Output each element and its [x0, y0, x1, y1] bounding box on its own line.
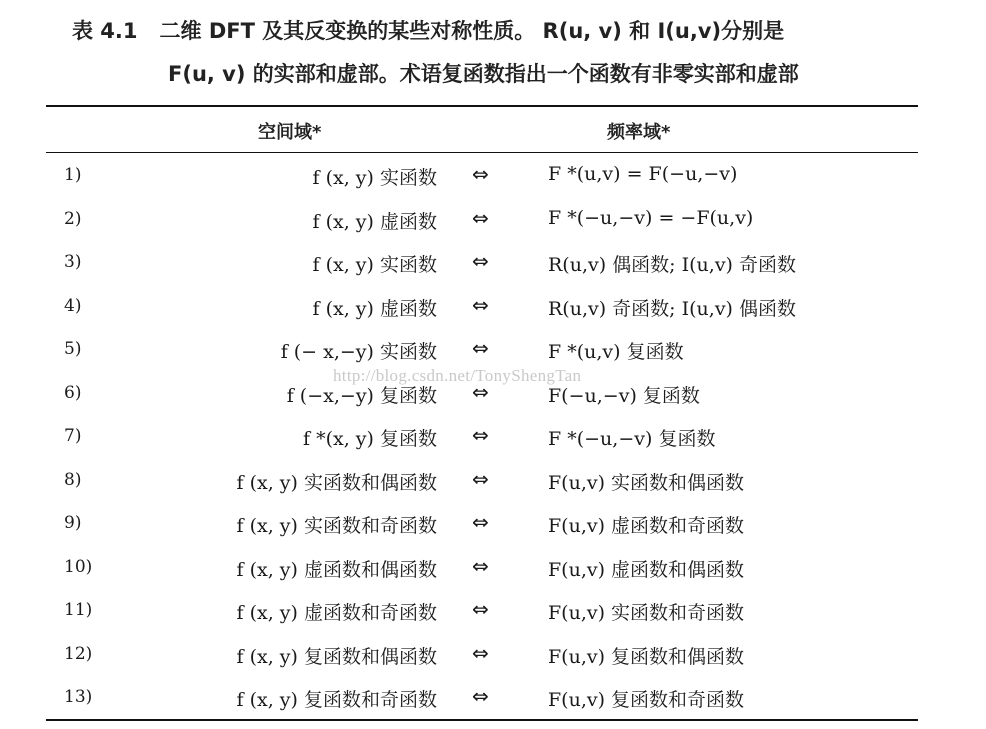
- equivalence-arrow: ⇔: [472, 510, 489, 534]
- watermark: http://blog.csdn.net/TonyShengTan: [333, 366, 582, 385]
- frequency-domain-cell: F(u,v) 实函数和奇函数: [548, 602, 745, 624]
- row-number: 11): [64, 600, 93, 620]
- spatial-domain-cell: f *(x, y) 复函数: [303, 428, 437, 450]
- row-number: 5): [64, 339, 82, 359]
- equivalence-arrow: ⇔: [472, 423, 489, 447]
- spatial-domain-cell: f (x, y) 虚函数: [312, 297, 437, 320]
- spatial-domain-cell: f (x, y) 实函数和偶函数: [236, 471, 437, 494]
- row-number: 3): [64, 252, 82, 272]
- frequency-domain-cell: F(u,v) 复函数和偶函数: [548, 645, 745, 668]
- frequency-domain-cell: F(u,v) 虚函数和偶函数: [548, 558, 745, 581]
- equivalence-arrow: ⇔: [472, 466, 489, 491]
- header-spatial-domain: 空间域*: [258, 122, 322, 143]
- equivalence-arrow: ⇔: [472, 640, 489, 665]
- row-number: 10): [64, 556, 93, 577]
- row-number: 13): [64, 687, 93, 707]
- equivalence-arrow: ⇔: [472, 379, 489, 404]
- caption-text-1: 二维 DFT 及其反变换的某些对称性质。 R(u, v) 和 I(u,v)分别是: [159, 19, 785, 43]
- frequency-domain-cell: F *(u,v) 复函数: [548, 341, 684, 363]
- table-row: [0, 155, 986, 199]
- table-row: [0, 416, 986, 460]
- table-number: 表 4.1: [72, 19, 138, 43]
- row-number: 2): [64, 208, 82, 229]
- spatial-domain-cell: f (x, y) 实函数: [312, 254, 437, 276]
- equivalence-arrow: ⇔: [472, 553, 489, 578]
- table-row: [0, 677, 986, 721]
- table-header-rule: [46, 152, 918, 153]
- row-number: 8): [64, 469, 82, 490]
- table-row: [0, 590, 986, 634]
- equivalence-arrow: ⇔: [472, 597, 489, 621]
- table-row: [0, 634, 986, 678]
- row-number: 6): [64, 382, 82, 403]
- table-top-rule: [46, 105, 918, 107]
- spatial-domain-cell: f (x, y) 虚函数: [312, 210, 437, 233]
- row-number: 4): [64, 295, 82, 316]
- equivalence-arrow: ⇔: [472, 162, 489, 186]
- table-row: [0, 460, 986, 504]
- row-number: 9): [64, 513, 82, 533]
- frequency-domain-cell: F(u,v) 虚函数和奇函数: [548, 515, 745, 537]
- spatial-domain-cell: f (− x,−y) 实函数: [280, 341, 437, 363]
- frequency-domain-cell: F(u,v) 复函数和奇函数: [548, 689, 745, 711]
- spatial-domain-cell: f (−x,−y) 复函数: [286, 384, 437, 407]
- spatial-domain-cell: f (x, y) 复函数和奇函数: [236, 689, 437, 711]
- spatial-domain-cell: f (x, y) 复函数和偶函数: [236, 645, 437, 668]
- spatial-domain-cell: f (x, y) 实函数: [312, 167, 437, 189]
- spatial-domain-cell: f (x, y) 实函数和奇函数: [236, 515, 437, 537]
- equivalence-arrow: ⇔: [472, 205, 489, 230]
- caption-line-2: F(u, v) 的实部和虚部。术语复函数指出一个函数有非零实部和虚部: [168, 62, 799, 86]
- table-row: [0, 242, 986, 286]
- equivalence-arrow: ⇔: [472, 249, 489, 273]
- equivalence-arrow: ⇔: [472, 292, 489, 317]
- frequency-domain-cell: R(u,v) 奇函数; I(u,v) 偶函数: [548, 297, 797, 320]
- header-frequency-domain: 频率域*: [607, 122, 671, 143]
- table-row: [0, 286, 986, 330]
- frequency-domain-cell: F *(−u,−v) 复函数: [548, 428, 716, 450]
- table-bottom-rule: [46, 719, 918, 721]
- frequency-domain-cell: R(u,v) 偶函数; I(u,v) 奇函数: [548, 254, 797, 276]
- table-row: [0, 547, 986, 591]
- table-row: [0, 503, 986, 547]
- caption-line-1: [72, 15, 784, 45]
- row-number: 7): [64, 426, 82, 446]
- frequency-domain-cell: F *(−u,−v) = −F(u,v): [548, 206, 754, 229]
- spatial-domain-cell: f (x, y) 虚函数和偶函数: [236, 558, 437, 581]
- table-row: [0, 199, 986, 243]
- equivalence-arrow: ⇔: [472, 336, 489, 360]
- spatial-domain-cell: f (x, y) 虚函数和奇函数: [236, 602, 437, 624]
- frequency-domain-cell: F(−u,−v) 复函数: [548, 384, 700, 407]
- equivalence-arrow: ⇔: [472, 684, 489, 708]
- frequency-domain-cell: F *(u,v) = F(−u,−v): [548, 163, 738, 185]
- row-number: 1): [64, 165, 82, 185]
- frequency-domain-cell: F(u,v) 实函数和偶函数: [548, 471, 745, 494]
- row-number: 12): [64, 643, 93, 664]
